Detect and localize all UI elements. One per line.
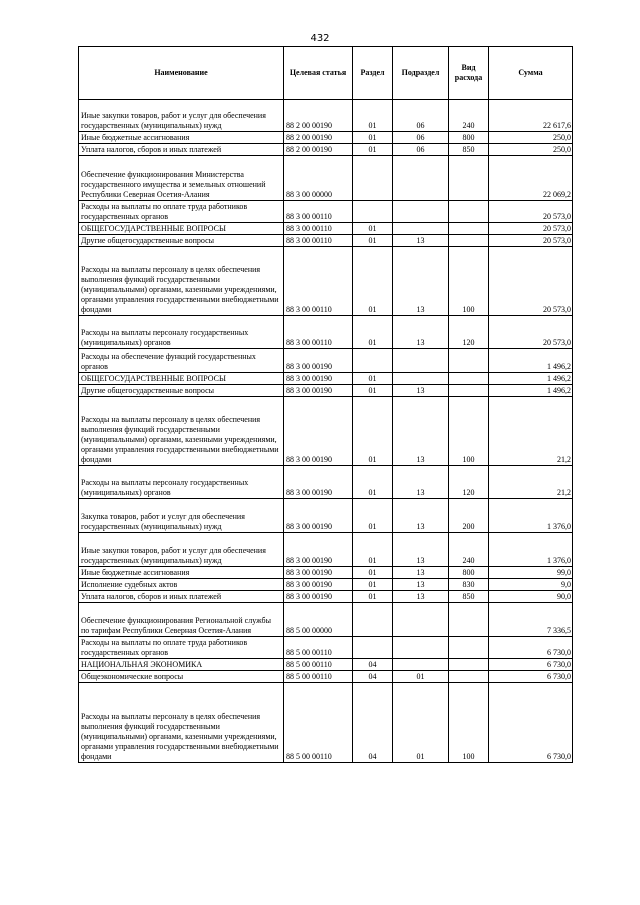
cell-article: 88 3 00 00190 (284, 579, 353, 591)
table-row (79, 373, 573, 385)
table-row (79, 156, 573, 201)
table-row (79, 533, 573, 567)
table-row (79, 316, 573, 349)
cell-sum: 6 730,0 (489, 659, 573, 671)
table-row (79, 591, 573, 603)
cell-kind: 240 (449, 100, 489, 132)
table-row (79, 201, 573, 223)
cell-article: 88 3 00 00110 (284, 201, 353, 223)
cell-subsection: 01 (393, 683, 449, 763)
cell-sum: 99,0 (489, 567, 573, 579)
cell-article: 88 3 00 00190 (284, 499, 353, 533)
cell-name: Расходы на выплаты персоналу государственных (муниципальных) органов (79, 466, 284, 499)
cell-sum: 9,0 (489, 579, 573, 591)
table-row (79, 499, 573, 533)
cell-section: 01 (353, 144, 393, 156)
cell-section: 04 (353, 683, 393, 763)
table-body (79, 100, 573, 763)
cell-sum: 20 573,0 (489, 201, 573, 223)
cell-sum: 1 376,0 (489, 499, 573, 533)
cell-name: Расходы на выплаты по оплате труда работников государственных органов (79, 637, 284, 659)
cell-sum: 1 496,2 (489, 385, 573, 397)
cell-section: 01 (353, 567, 393, 579)
cell-section (353, 349, 393, 373)
table-row (79, 397, 573, 466)
cell-sum: 22 617,6 (489, 100, 573, 132)
cell-section: 01 (353, 235, 393, 247)
cell-section (353, 637, 393, 659)
cell-article: 88 5 00 00000 (284, 603, 353, 637)
cell-section: 04 (353, 671, 393, 683)
cell-subsection (393, 603, 449, 637)
cell-subsection (393, 156, 449, 201)
cell-article: 88 3 00 00000 (284, 156, 353, 201)
cell-kind (449, 349, 489, 373)
cell-subsection: 13 (393, 567, 449, 579)
table-row (79, 385, 573, 397)
cell-sum: 1 376,0 (489, 533, 573, 567)
cell-article: 88 5 00 00110 (284, 659, 353, 671)
cell-kind: 100 (449, 397, 489, 466)
table-row (79, 671, 573, 683)
cell-subsection: 13 (393, 316, 449, 349)
cell-name: Расходы на выплаты персоналу в целях обеспечения выполнения функций государственными (муниципальными) органами, казенными учреждениями, органами управления государственными внебюджетными фондами (79, 397, 284, 466)
cell-section: 01 (353, 533, 393, 567)
table-row (79, 349, 573, 373)
cell-article: 88 3 00 00110 (284, 316, 353, 349)
cell-section: 04 (353, 659, 393, 671)
cell-name: Иные бюджетные ассигнования (79, 132, 284, 144)
cell-name: Расходы на выплаты персоналу в целях обеспечения выполнения функций государственными (муниципальными) органами, казенными учреждениями, органами управления государственными внебюджетными фондами (79, 247, 284, 316)
cell-subsection: 01 (393, 671, 449, 683)
cell-section (353, 156, 393, 201)
table-row (79, 100, 573, 132)
cell-article: 88 3 00 00190 (284, 466, 353, 499)
cell-kind (449, 603, 489, 637)
cell-kind (449, 659, 489, 671)
cell-article: 88 3 00 00110 (284, 223, 353, 235)
cell-subsection: 13 (393, 247, 449, 316)
cell-kind: 850 (449, 144, 489, 156)
cell-name: ОБЩЕГОСУДАРСТВЕННЫЕ ВОПРОСЫ (79, 223, 284, 235)
cell-section (353, 201, 393, 223)
cell-section: 01 (353, 466, 393, 499)
cell-name: Расходы на выплаты персоналу государственных (муниципальных) органов (79, 316, 284, 349)
cell-kind: 830 (449, 579, 489, 591)
table-row (79, 235, 573, 247)
cell-name: Другие общегосударственные вопросы (79, 235, 284, 247)
cell-section: 01 (353, 499, 393, 533)
header-section: Раздел (353, 47, 393, 100)
cell-kind: 100 (449, 683, 489, 763)
cell-subsection: 13 (393, 533, 449, 567)
cell-subsection: 06 (393, 100, 449, 132)
cell-name: ОБЩЕГОСУДАРСТВЕННЫЕ ВОПРОСЫ (79, 373, 284, 385)
cell-subsection: 06 (393, 144, 449, 156)
cell-name: НАЦИОНАЛЬНАЯ ЭКОНОМИКА (79, 659, 284, 671)
cell-section: 01 (353, 373, 393, 385)
cell-sum: 21,2 (489, 397, 573, 466)
cell-name: Обеспечение функционирования Министерства государственного имущества и земельных отношений Республики Северная Осетия-Алания (79, 156, 284, 201)
table-row (79, 637, 573, 659)
cell-kind: 120 (449, 316, 489, 349)
cell-sum: 22 069,2 (489, 156, 573, 201)
cell-kind: 800 (449, 132, 489, 144)
cell-kind: 120 (449, 466, 489, 499)
header-sum: Сумма (489, 47, 573, 100)
cell-article: 88 5 00 00110 (284, 683, 353, 763)
cell-sum: 6 730,0 (489, 671, 573, 683)
cell-article: 88 3 00 00110 (284, 235, 353, 247)
cell-sum: 1 496,2 (489, 349, 573, 373)
cell-kind: 200 (449, 499, 489, 533)
cell-section: 01 (353, 591, 393, 603)
cell-kind (449, 671, 489, 683)
cell-name: Расходы на выплаты персоналу в целях обеспечения выполнения функций государственными (муниципальными) органами, казенными учреждениями, органами управления государственными внебюджетными фондами (79, 683, 284, 763)
header-kind: Вид расхода (449, 47, 489, 100)
cell-section: 01 (353, 397, 393, 466)
table-row (79, 659, 573, 671)
cell-name: Закупка товаров, работ и услуг для обеспечения государственных (муниципальных) нужд (79, 499, 284, 533)
cell-kind (449, 201, 489, 223)
cell-article: 88 2 00 00190 (284, 132, 353, 144)
cell-name: Уплата налогов, сборов и иных платежей (79, 591, 284, 603)
table-row (79, 247, 573, 316)
cell-name: Уплата налогов, сборов и иных платежей (79, 144, 284, 156)
cell-sum: 250,0 (489, 132, 573, 144)
cell-subsection: 13 (393, 397, 449, 466)
cell-name: Обеспечение функционирования Региональной службы по тарифам Республики Северная Осетия-Алания (79, 603, 284, 637)
cell-subsection (393, 349, 449, 373)
cell-article: 88 2 00 00190 (284, 144, 353, 156)
cell-section (353, 603, 393, 637)
cell-article: 88 3 00 00110 (284, 247, 353, 316)
cell-subsection: 13 (393, 466, 449, 499)
cell-section: 01 (353, 385, 393, 397)
cell-subsection: 13 (393, 235, 449, 247)
header-article: Целевая статья (284, 47, 353, 100)
cell-article: 88 3 00 00190 (284, 385, 353, 397)
cell-subsection (393, 223, 449, 235)
table-header (79, 47, 573, 100)
header-name: Наименование (79, 47, 284, 100)
header-subsection: Подраздел (393, 47, 449, 100)
table-row (79, 144, 573, 156)
cell-sum: 250,0 (489, 144, 573, 156)
cell-sum: 21,2 (489, 466, 573, 499)
table-row (79, 223, 573, 235)
cell-section: 01 (353, 247, 393, 316)
cell-article: 88 3 00 00190 (284, 567, 353, 579)
cell-sum: 20 573,0 (489, 247, 573, 316)
cell-subsection: 13 (393, 591, 449, 603)
cell-subsection (393, 373, 449, 385)
cell-subsection: 13 (393, 579, 449, 591)
cell-article: 88 5 00 00110 (284, 637, 353, 659)
cell-subsection (393, 637, 449, 659)
cell-sum: 20 573,0 (489, 223, 573, 235)
cell-name: Расходы на выплаты по оплате труда работников государственных органов (79, 201, 284, 223)
cell-article: 88 3 00 00190 (284, 397, 353, 466)
table-row (79, 603, 573, 637)
cell-name: Иные закупки товаров, работ и услуг для обеспечения государственных (муниципальных) нужд (79, 533, 284, 567)
cell-kind (449, 373, 489, 385)
cell-sum: 20 573,0 (489, 316, 573, 349)
cell-article: 88 3 00 00190 (284, 591, 353, 603)
cell-sum: 6 730,0 (489, 683, 573, 763)
cell-name: Иные бюджетные ассигнования (79, 567, 284, 579)
cell-section: 01 (353, 223, 393, 235)
cell-kind: 800 (449, 567, 489, 579)
cell-kind (449, 223, 489, 235)
table-row (79, 683, 573, 763)
cell-name: Иные закупки товаров, работ и услуг для обеспечения государственных (муниципальных) нужд (79, 100, 284, 132)
table-row (79, 567, 573, 579)
table-row (79, 579, 573, 591)
cell-section: 01 (353, 132, 393, 144)
page-number: 432 (310, 33, 330, 44)
budget-table (78, 46, 573, 763)
cell-sum: 20 573,0 (489, 235, 573, 247)
cell-name: Общеэкономические вопросы (79, 671, 284, 683)
cell-sum: 90,0 (489, 591, 573, 603)
cell-article: 88 2 00 00190 (284, 100, 353, 132)
cell-article: 88 3 00 00190 (284, 373, 353, 385)
cell-article: 88 5 00 00110 (284, 671, 353, 683)
cell-name: Другие общегосударственные вопросы (79, 385, 284, 397)
cell-kind: 850 (449, 591, 489, 603)
cell-section: 01 (353, 100, 393, 132)
cell-kind (449, 385, 489, 397)
cell-section: 01 (353, 579, 393, 591)
table-row (79, 132, 573, 144)
cell-subsection: 06 (393, 132, 449, 144)
cell-kind: 100 (449, 247, 489, 316)
cell-kind (449, 235, 489, 247)
cell-kind (449, 637, 489, 659)
cell-kind (449, 156, 489, 201)
cell-section: 01 (353, 316, 393, 349)
cell-sum: 1 496,2 (489, 373, 573, 385)
cell-subsection: 13 (393, 499, 449, 533)
cell-name: Исполнение судебных актов (79, 579, 284, 591)
cell-kind: 240 (449, 533, 489, 567)
cell-sum: 6 730,0 (489, 637, 573, 659)
cell-subsection: 13 (393, 385, 449, 397)
table-row (79, 466, 573, 499)
cell-name: Расходы на обеспечение функций государственных органов (79, 349, 284, 373)
cell-article: 88 3 00 00190 (284, 533, 353, 567)
cell-subsection (393, 659, 449, 671)
cell-article: 88 3 00 00190 (284, 349, 353, 373)
cell-sum: 7 336,5 (489, 603, 573, 637)
cell-subsection (393, 201, 449, 223)
